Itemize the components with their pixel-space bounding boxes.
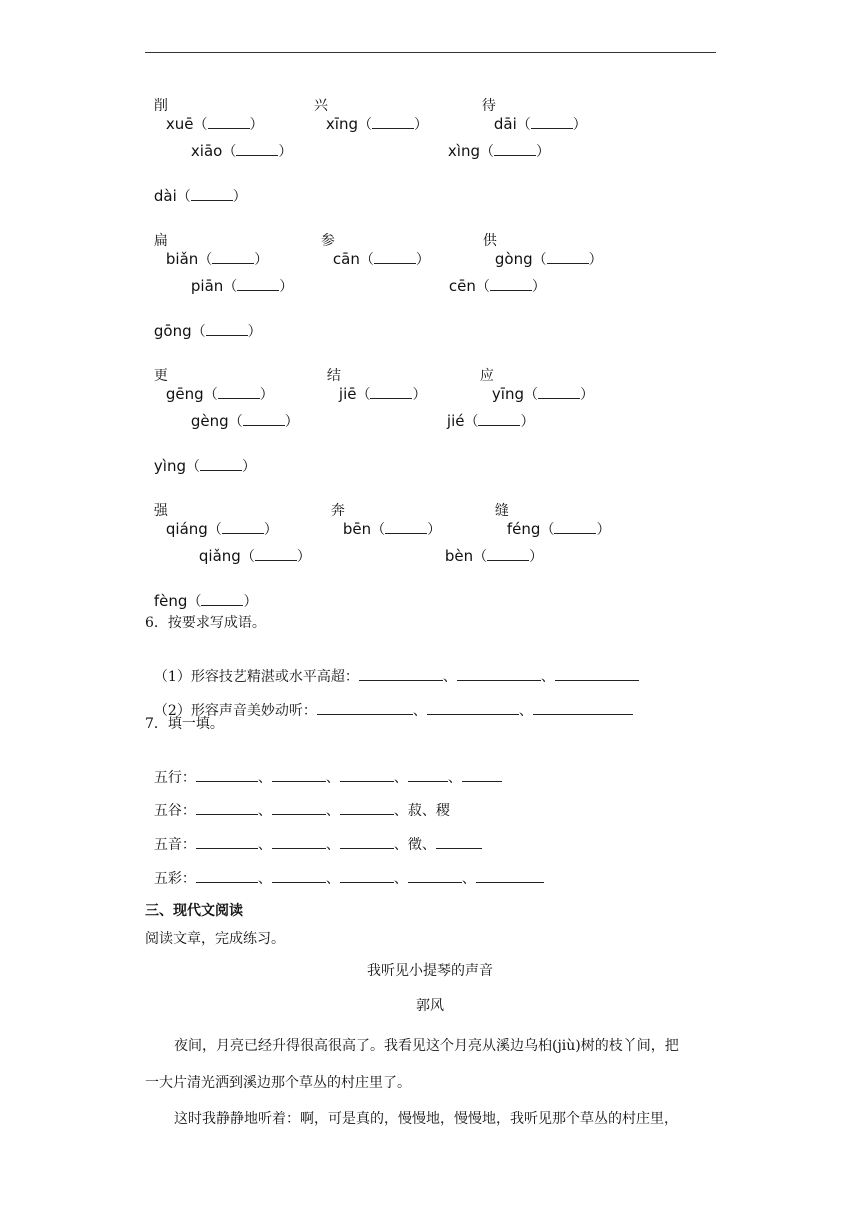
char: 结 [326,368,341,384]
polyphone-line [305,79,428,134]
paren-open: （ [187,594,202,610]
paren-open: （ [356,387,371,403]
answer-blank[interactable] [201,592,243,606]
answer-blank[interactable] [457,667,541,681]
polyphone-sub [182,394,299,431]
polyphone-sub [182,124,292,161]
paren-open: （ [198,252,213,268]
paren-close: ） [579,387,594,403]
answer-blank[interactable] [476,869,544,883]
polyphone-tail [145,439,256,476]
polyphone-tail [145,304,262,341]
paren-close: ） [254,252,269,268]
answer-blank[interactable] [243,412,285,426]
paragraph-line: 这时我静静地听着：啊，可是真的，慢慢地，慢慢地，我听见那个草丛的村庄里， [174,1111,678,1127]
polyphone-sub [182,259,293,296]
label: 五彩： [153,871,196,887]
question-7-wuxing [145,750,502,787]
paren-open: （ [222,144,237,160]
label: 五行： [153,770,196,786]
prompt: （2）形容声音美妙动听： [153,703,317,719]
paren-close: ） [415,252,430,268]
paren-open: （ [185,459,200,475]
polyphone-sub [440,259,546,296]
answer-blank[interactable] [359,667,443,681]
answer-blank[interactable] [196,801,258,815]
char: 强 [153,503,168,519]
char: 应 [479,368,494,384]
answer-blank[interactable] [237,277,279,291]
paren-close: ） [427,522,442,538]
paren-open: （ [473,549,488,565]
pinyin: xīng [325,115,358,133]
label: 五音： [153,837,196,853]
answer-blank[interactable] [255,547,297,561]
separator: 、 [518,703,533,719]
header-rule [145,52,716,53]
separator: 、 [540,669,555,685]
separator: 、 [393,871,408,887]
answer-blank[interactable] [408,768,448,782]
label: 五谷： [153,803,196,819]
char: 兴 [313,98,328,114]
answer-blank[interactable] [272,768,326,782]
pinyin: cān [332,250,360,268]
answer-blank[interactable] [385,520,427,534]
char: 缝 [494,503,509,519]
char: 参 [320,233,335,249]
paren-close: ） [241,459,256,475]
question-7-title: 7．填一填。 [145,716,224,732]
answer-blank[interactable] [436,835,482,849]
pinyin: biǎn [165,250,199,268]
pinyin: yìng [153,457,186,475]
question-6-title: 6．按要求写成语。 [145,615,266,631]
char: 奔 [330,503,345,519]
paren-close: ） [596,522,611,538]
answer-blank[interactable] [427,701,519,715]
paren-close: ） [588,252,603,268]
pinyin: gèng [190,412,229,430]
pinyin: yīng [491,385,524,403]
paragraph-line: 一大片清光洒到溪边那个草丛的村庄里了。 [145,1075,411,1091]
polyphone-sub [190,529,311,566]
answer-blank[interactable] [533,701,633,715]
separator: 、 [325,803,340,819]
question-6-a [145,649,639,686]
paren-open: （ [479,144,494,160]
pinyin: gōng [153,322,192,340]
article-title: 我听见小提琴的声音 [367,963,493,979]
char: 削 [153,98,168,114]
paren-close: ） [284,414,299,430]
paren-open: （ [223,279,238,295]
pinyin: gēng [165,385,204,403]
given-answer: 徵、 [407,837,436,853]
paren-close: ） [572,117,587,133]
paren-close: ） [249,117,264,133]
polyphone-sub [439,124,550,161]
answer-blank[interactable] [372,115,414,129]
pinyin: piān [190,277,224,295]
separator: 、 [461,871,476,887]
paragraph-line: 夜间，月亮已经升得很高很高了。我看见这个月亮从溪边乌桕(jiù)树的枝丫间，把 [174,1038,679,1054]
answer-blank[interactable] [374,250,416,264]
answer-blank[interactable] [191,187,233,201]
answer-blank[interactable] [547,250,589,264]
polyphone-line [322,484,441,539]
separator: 、 [412,703,427,719]
answer-blank[interactable] [340,801,394,815]
separator: 、 [325,871,340,887]
paren-close: ） [278,144,293,160]
answer-blank[interactable] [206,322,248,336]
paren-open: （ [532,252,547,268]
pinyin: xiāo [190,142,223,160]
question-7-wucai [145,851,544,888]
paren-open: （ [176,189,191,205]
answer-blank[interactable] [462,768,502,782]
answer-blank[interactable] [272,801,326,815]
answer-blank[interactable] [478,412,520,426]
answer-blank[interactable] [408,869,462,883]
answer-blank[interactable] [272,869,326,883]
answer-blank[interactable] [555,667,639,681]
separator: 、 [257,770,272,786]
paren-close: ） [296,549,311,565]
pinyin: dài [153,187,177,205]
paren-open: （ [523,387,538,403]
paren-open: （ [359,252,374,268]
answer-blank[interactable] [236,142,278,156]
paren-open: （ [191,324,206,340]
section-instruction: 阅读文章，完成练习。 [145,931,285,947]
separator: 、 [393,770,408,786]
pinyin: qiáng [165,520,208,538]
paren-open: （ [193,117,208,133]
section-heading: 三、现代文阅读 [145,903,243,919]
pinyin: fèng [153,592,188,610]
separator: 、 [325,837,340,853]
paren-open: （ [475,279,490,295]
answer-blank[interactable] [272,835,326,849]
paren-open: （ [228,414,243,430]
question-7-wuyin [145,817,482,854]
pinyin: qiǎng [198,547,241,565]
paren-close: ） [535,144,550,160]
paren-close: ） [232,189,247,205]
answer-blank[interactable] [370,385,412,399]
answer-blank[interactable] [340,835,394,849]
answer-blank[interactable] [200,457,242,471]
polyphone-sub [436,529,543,566]
article-author: 郭风 [416,998,444,1014]
paren-close: ） [520,414,535,430]
paren-close: ） [247,324,262,340]
paren-open: （ [357,117,372,133]
char: 扁 [153,233,168,249]
answer-blank[interactable] [317,701,413,715]
paren-close: ） [412,387,427,403]
paren-close: ） [529,549,544,565]
paren-close: ） [279,279,294,295]
answer-blank[interactable] [554,520,596,534]
paren-open: （ [240,549,255,565]
paren-open: （ [516,117,531,133]
separator: 、 [393,803,408,819]
pinyin: féng [506,520,541,538]
answer-blank[interactable] [490,277,532,291]
paren-close: ） [243,594,258,610]
answer-blank[interactable] [196,768,258,782]
pinyin: xuē [165,115,194,133]
pinyin: jié [446,412,465,430]
pinyin: dāi [493,115,517,133]
prompt: （1）形容技艺精湛或水平高超： [153,669,359,685]
polyphone-tail [145,169,247,206]
paren-open: （ [464,414,479,430]
separator: 、 [393,837,408,853]
separator: 、 [257,837,272,853]
separator: 、 [447,770,462,786]
separator: 、 [442,669,457,685]
paren-open: （ [207,522,222,538]
char: 待 [481,98,496,114]
question-7-wugu [145,783,450,820]
separator: 、 [325,770,340,786]
char: 更 [153,368,168,384]
answer-blank[interactable] [494,142,536,156]
paren-open: （ [371,522,386,538]
paren-open: （ [540,522,555,538]
answer-blank[interactable] [538,385,580,399]
polyphone-sub [438,394,534,431]
polyphone-tail [145,574,257,611]
paren-close: ） [531,279,546,295]
char: 供 [482,233,497,249]
pinyin: bèn [444,547,474,565]
separator: 、 [257,803,272,819]
answer-blank[interactable] [196,835,258,849]
given-answer: 菽、稷 [407,803,450,819]
answer-blank[interactable] [340,869,394,883]
pinyin: xìng [447,142,480,160]
pinyin: gòng [494,250,533,268]
answer-blank[interactable] [196,869,258,883]
pinyin: cēn [448,277,476,295]
pinyin: jiē [338,385,357,403]
separator: 、 [257,871,272,887]
pinyin: bēn [342,520,372,538]
answer-blank[interactable] [487,547,529,561]
polyphone-line [312,214,430,269]
paren-open: （ [203,387,218,403]
answer-blank[interactable] [340,768,394,782]
paren-close: ） [259,387,274,403]
polyphone-line [318,349,426,404]
paren-close: ） [413,117,428,133]
paren-close: ） [263,522,278,538]
